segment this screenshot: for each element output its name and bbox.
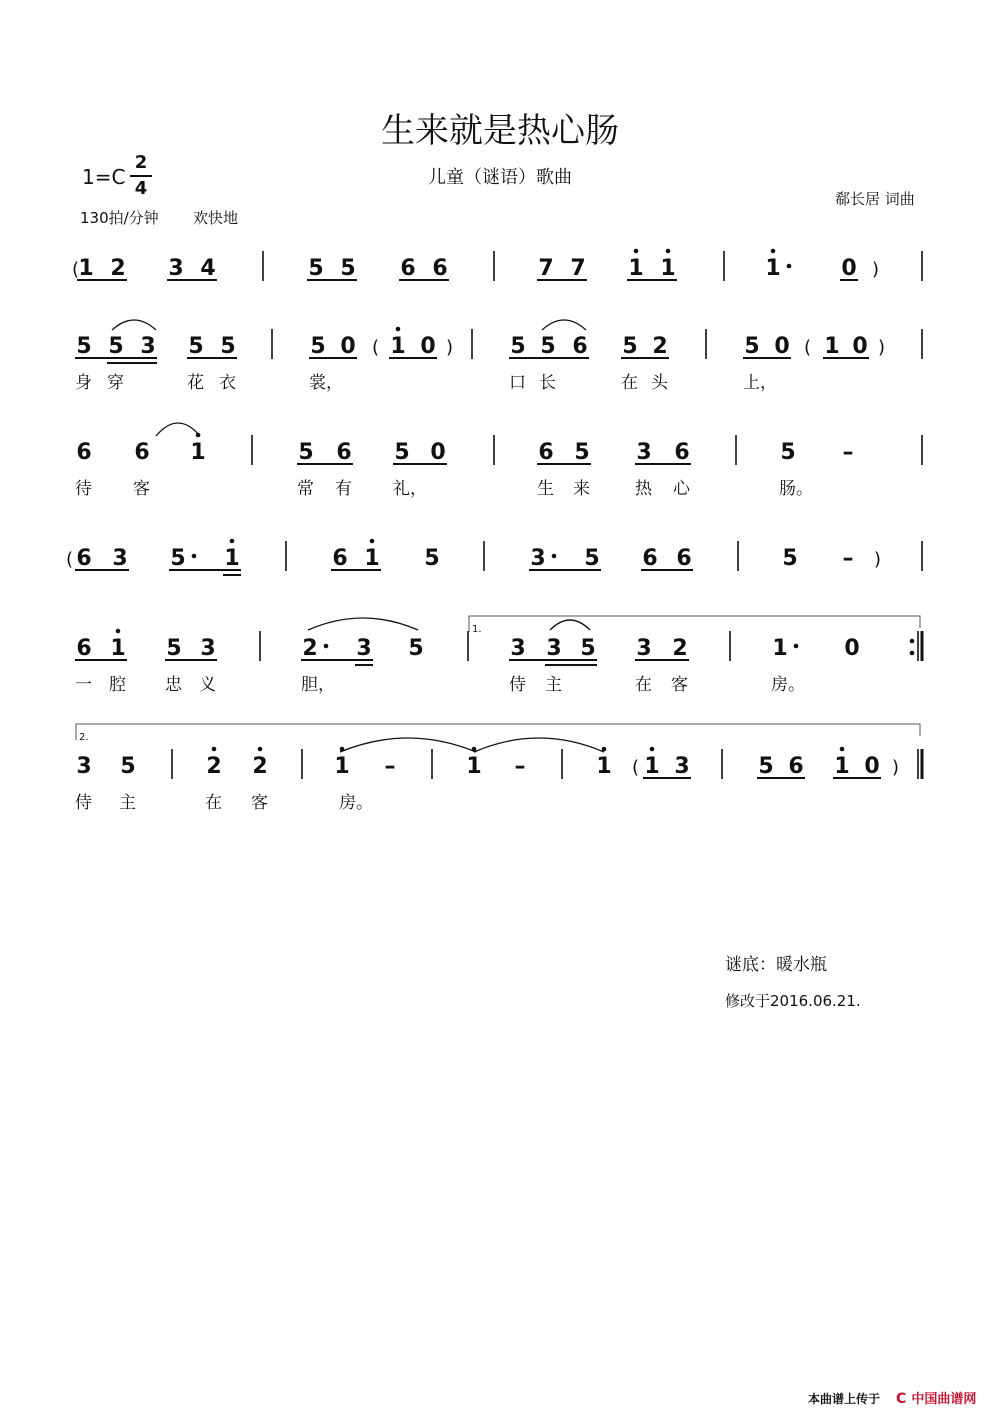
r2-note-14: 2 — [652, 334, 668, 359]
r4-note-11: 6 — [676, 546, 692, 571]
r1-note-7: 6 — [400, 256, 416, 281]
r2-lyric-8: 在 — [621, 373, 638, 393]
r5-note-7: 5 — [408, 636, 424, 661]
r4-note-5: 6 — [332, 546, 348, 571]
r4-aug-dot-8 — [552, 554, 557, 559]
r3-note-10: 3 — [636, 440, 652, 465]
paren-7: ( — [66, 549, 74, 570]
r2-lyric-1: 身 — [75, 373, 92, 393]
r5-high-dot-2 — [116, 629, 121, 634]
r4-note-1: 6 — [76, 546, 92, 571]
r2-note-6: 5 — [310, 334, 326, 359]
r2-note-12: 6 — [572, 334, 588, 359]
r6-note-5: 1 — [334, 754, 350, 779]
slur-5 — [550, 620, 590, 630]
r4-aug-dot-3 — [192, 554, 197, 559]
volta-2-label: 2. — [79, 732, 89, 743]
r3-note-2: 6 — [134, 440, 150, 465]
r2-note-5: 5 — [220, 334, 236, 359]
r3-lyric-2: 客 — [133, 479, 150, 499]
r2-lyric-3: 花 — [187, 373, 204, 393]
slur-1 — [112, 320, 156, 330]
r6-lyric-5: 房。 — [339, 793, 373, 813]
r6-note-14: 1 — [834, 754, 850, 779]
r2-note-10: 5 — [510, 334, 526, 359]
riddle-answer: 谜底：暖水瓶 — [725, 955, 827, 975]
r5-note-13: 1 — [772, 636, 788, 661]
r6-high-dot-9 — [602, 747, 607, 752]
r4-note-9: 5 — [584, 546, 600, 571]
r6-note-3: 2 — [206, 754, 222, 779]
r4-high-dot-6 — [370, 539, 375, 544]
r5-lyric-2: 腔 — [109, 675, 126, 695]
r2-note-7: 0 — [340, 334, 356, 359]
r6-high-dot-3 — [212, 747, 217, 752]
r6-high-dot-4 — [258, 747, 263, 752]
volta-2-bracket — [76, 724, 920, 740]
r6-lyric-1: 侍 — [75, 793, 92, 813]
r5-note-9: 3 — [546, 636, 562, 661]
r2-lyric-6: 口 — [509, 373, 526, 393]
r4-note-4: 1 — [224, 546, 240, 571]
r3-lyric-9: 心 — [673, 479, 690, 499]
r2-note-16: 0 — [774, 334, 790, 359]
r6-note-10: 1 — [644, 754, 660, 779]
r2-lyric-9: 头 — [651, 373, 668, 393]
r2-note-17: 1 — [824, 334, 840, 359]
r1-high-dot-13 — [771, 249, 776, 254]
r2-note-18: 0 — [852, 334, 868, 359]
logo-text: 中国曲谱网 — [911, 1392, 977, 1407]
r3-lyric-1: 待 — [75, 479, 92, 499]
r3-note-1: 6 — [76, 440, 92, 465]
meter-top: 2 — [134, 152, 148, 173]
repeat-dot-2 — [910, 651, 915, 656]
r5-lyric-9: 客 — [671, 675, 688, 695]
paren-9: ( — [632, 757, 640, 778]
r2-note-2: 5 — [108, 334, 124, 359]
paren-8: ) — [874, 549, 882, 570]
r2-note-1: 5 — [76, 334, 92, 359]
modified-date: 修改于2016.06.21. — [725, 992, 861, 1010]
tempo-marking: 130拍/分钟 — [80, 209, 159, 227]
r3-note-12: 5 — [780, 440, 796, 465]
r5-aug-dot-5 — [324, 644, 329, 649]
r4-note-12: 5 — [782, 546, 798, 571]
r4-high-dot-4 — [230, 539, 235, 544]
row-4 — [75, 539, 854, 575]
row-1 — [77, 249, 858, 281]
r3-lyric-6: 生 — [537, 479, 554, 499]
r3-note-13: – — [842, 440, 854, 465]
r6-note-13: 6 — [788, 754, 804, 779]
r2-note-3: 3 — [140, 334, 156, 359]
r6-lyric-2: 主 — [119, 793, 136, 813]
r6-note-6: – — [384, 754, 396, 779]
r3-note-4: 5 — [298, 440, 314, 465]
r6-note-4: 2 — [252, 754, 268, 779]
r5-note-5: 2 — [302, 636, 318, 661]
r4-note-10: 6 — [642, 546, 658, 571]
r2-lyric-5: 裳， — [309, 373, 343, 393]
r3-lyric-8: 热 — [635, 479, 652, 499]
r1-note-4: 4 — [200, 256, 216, 281]
r4-note-8: 3 — [530, 546, 546, 571]
r1-note-9: 7 — [538, 256, 554, 281]
r4-note-3: 5 — [170, 546, 186, 571]
r1-note-3: 3 — [168, 256, 184, 281]
score-marks — [66, 251, 922, 779]
r5-lyric-6: 侍 — [509, 675, 526, 695]
r5-note-6: 3 — [356, 636, 372, 661]
r1-high-dot-11 — [634, 249, 639, 254]
r4-note-13: – — [842, 546, 854, 571]
r1-high-dot-12 — [666, 249, 671, 254]
r3-note-8: 6 — [538, 440, 554, 465]
slur-3 — [156, 423, 200, 436]
r3-lyric-5: 礼， — [393, 479, 427, 499]
r4-note-2: 3 — [112, 546, 128, 571]
r3-lyric-10: 肠。 — [779, 479, 813, 499]
r5-lyric-8: 在 — [635, 675, 652, 695]
r6-high-dot-10 — [650, 747, 655, 752]
r5-lyric-3: 忠 — [165, 675, 182, 695]
r5-note-2: 1 — [110, 636, 126, 661]
r2-note-15: 5 — [744, 334, 760, 359]
paren-5: ( — [804, 337, 812, 358]
r5-lyric-4: 义 — [199, 675, 216, 695]
r2-lyric-7: 长 — [539, 373, 556, 393]
paren-3: ( — [372, 337, 380, 358]
r3-note-5: 6 — [336, 440, 352, 465]
r2-note-8: 1 — [390, 334, 406, 359]
r1-note-5: 5 — [308, 256, 324, 281]
r5-note-10: 5 — [580, 636, 596, 661]
r6-note-12: 5 — [758, 754, 774, 779]
volta-1-bracket — [469, 616, 920, 632]
r5-lyric-7: 主 — [545, 675, 562, 695]
r3-lyric-7: 来 — [573, 479, 590, 499]
upload-note: 本曲谱上传于 — [808, 1392, 881, 1406]
r5-note-14: 0 — [844, 636, 860, 661]
r1-note-10: 7 — [570, 256, 586, 281]
row-6 — [75, 747, 881, 813]
r3-note-3: 1 — [190, 440, 206, 465]
r6-note-11: 3 — [674, 754, 690, 779]
paren-4: ) — [446, 337, 454, 358]
r1-aug-dot-13 — [787, 264, 792, 269]
slur-4 — [308, 618, 418, 630]
r5-lyric-5: 胆， — [301, 675, 335, 695]
paren-10: ) — [892, 757, 900, 778]
r6-note-1: 3 — [76, 754, 92, 779]
r6-note-8: – — [514, 754, 526, 779]
paren-6: ) — [878, 337, 886, 358]
site-logo — [896, 1388, 988, 1407]
r1-note-8: 6 — [432, 256, 448, 281]
r4-note-6: 1 — [364, 546, 380, 571]
meter-bottom: 4 — [134, 178, 148, 199]
slur-6 — [340, 738, 476, 752]
r5-note-4: 3 — [200, 636, 216, 661]
r2-lyric-2: 穿 — [107, 373, 124, 393]
r5-note-8: 3 — [510, 636, 526, 661]
r4-note-7: 5 — [424, 546, 440, 571]
r1-note-2: 2 — [110, 256, 126, 281]
r6-note-15: 0 — [864, 754, 880, 779]
r2-high-dot-8 — [396, 327, 401, 332]
r6-note-2: 5 — [120, 754, 136, 779]
r1-note-13: 1 — [765, 256, 781, 281]
r6-lyric-3: 在 — [205, 793, 222, 813]
r3-note-7: 0 — [430, 440, 446, 465]
r3-note-11: 6 — [674, 440, 690, 465]
paren-1: ( — [72, 259, 80, 280]
r1-note-6: 5 — [340, 256, 356, 281]
r2-note-13: 5 — [622, 334, 638, 359]
r5-note-3: 5 — [166, 636, 182, 661]
repeat-dot-1 — [910, 639, 915, 644]
paren-2: ) — [872, 259, 880, 280]
r5-note-12: 2 — [672, 636, 688, 661]
r2-lyric-4: 衣 — [219, 373, 236, 393]
slur-2 — [542, 320, 586, 330]
r5-aug-dot-13 — [794, 644, 799, 649]
r6-note-9: 1 — [596, 754, 612, 779]
r5-note-11: 3 — [636, 636, 652, 661]
r3-lyric-3: 常 — [297, 479, 314, 499]
author-credit: 郗长居 词曲 — [835, 190, 915, 208]
r3-note-9: 5 — [574, 440, 590, 465]
r2-lyric-10: 上， — [743, 373, 777, 393]
r2-note-11: 5 — [540, 334, 556, 359]
r6-lyric-4: 客 — [251, 793, 268, 813]
slur-7 — [474, 738, 604, 752]
volta-1-label: 1. — [472, 624, 482, 635]
r6-high-dot-14 — [840, 747, 845, 752]
r5-lyric-1: 一 — [75, 675, 92, 695]
logo-mark: C — [896, 1391, 907, 1407]
r3-lyric-4: 有 — [335, 479, 352, 499]
song-title: 生来就是热心肠 — [381, 111, 619, 151]
song-subtitle: 儿童（谜语）歌曲 — [428, 167, 572, 188]
r3-note-6: 5 — [394, 440, 410, 465]
r6-note-7: 1 — [466, 754, 482, 779]
r2-note-4: 5 — [188, 334, 204, 359]
key-signature: 1=C — [82, 165, 126, 189]
r1-note-14: 0 — [841, 256, 857, 281]
r2-note-9: 0 — [420, 334, 436, 359]
r1-note-12: 1 — [660, 256, 676, 281]
r5-note-1: 6 — [76, 636, 92, 661]
mood-marking: 欢快地 — [193, 209, 239, 227]
r5-lyric-10: 房。 — [771, 675, 805, 695]
r1-note-11: 1 — [628, 256, 644, 281]
r1-note-1: 1 — [78, 256, 94, 281]
